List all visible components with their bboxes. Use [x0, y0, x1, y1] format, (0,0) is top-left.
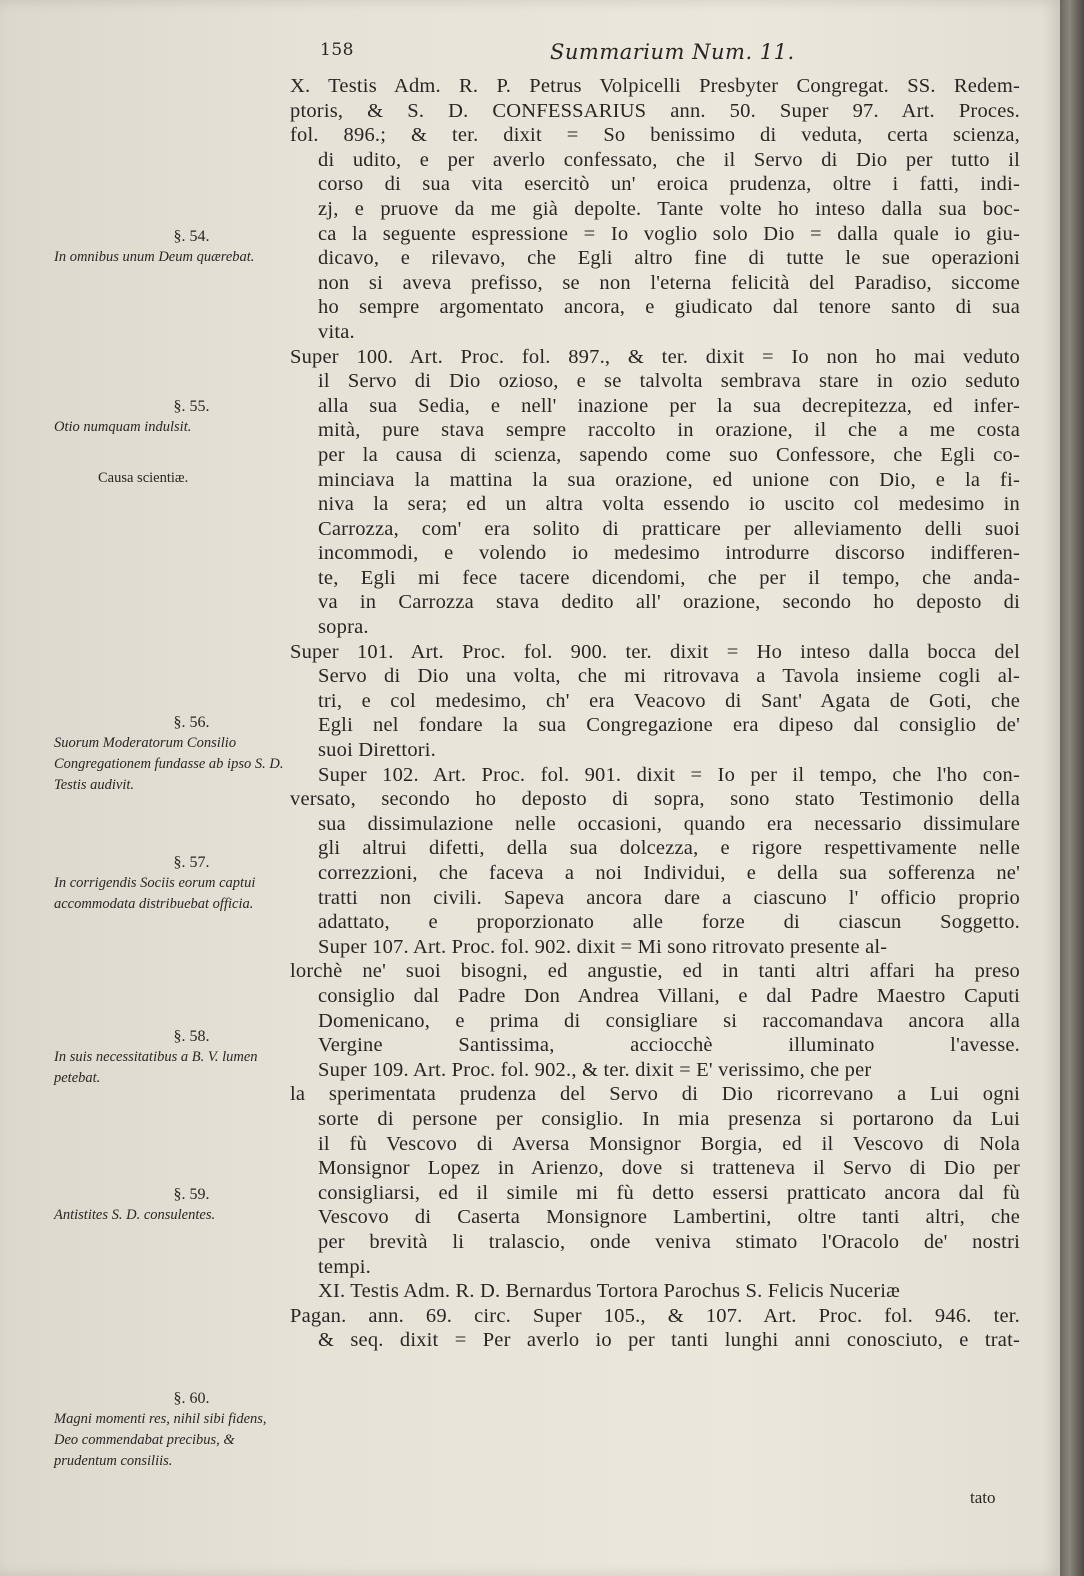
text-line: Super 107. Art. Proc. fol. 902. dixit = Mi sono ritrovato presente al-	[318, 935, 888, 958]
running-header	[320, 40, 1020, 72]
text-line: ho sempre argomentato ancora, e giudicato dal tenore santo di sua	[318, 296, 1020, 319]
section-number: §. 55.	[173, 398, 210, 415]
text-line: ca la seguente espressione = Io voglio solo Dio = dalla quale io giu-	[318, 222, 1020, 245]
text-line: il fù Vescovo di Aversa Monsignor Borgia, ed il Vescovo di Nola	[318, 1132, 1020, 1155]
text-line: suoi Direttori.	[318, 739, 437, 762]
margin-note-text: Antistites S. D. consulentes.	[54, 1207, 216, 1223]
text-line: versato, secondo ho deposto di sopra, sono stato Testimonio della	[290, 788, 1020, 811]
text-line: adattato, e proporzionato alle forze di ciascun Soggetto.	[318, 911, 1020, 934]
margin-note-59	[54, 1184, 289, 1226]
text-line: te, Egli mi fece tacere dicendomi, che per il tempo, che anda-	[318, 566, 1020, 589]
text-line: non si aveva prefisso, se non l'eterna felicità del Paradiso, siccome	[318, 271, 1020, 294]
text-line: Super 100. Art. Proc. fol. 897., & ter. dixit = Io non ho mai veduto	[290, 345, 1020, 368]
text-line: correzzioni, che faceva a noi Individui, e della sua sofferenza ne'	[318, 862, 1020, 884]
margin-note-56	[54, 712, 289, 796]
text-line: Super 109. Art. Proc. fol. 902., & ter. dixit = E' verissimo, che per	[318, 1058, 872, 1081]
text-line: dicavo, e rilevavo, che Egli altro fine di tutte le sue operazioni	[318, 247, 1020, 270]
text-line: vita.	[318, 320, 355, 343]
margin-note-60	[54, 1388, 289, 1472]
page-edge	[1060, 0, 1084, 1576]
margin-note-54	[54, 226, 289, 268]
text-line: la sperimentata prudenza del Servo di Dio ricorrevano a Lui ogni	[290, 1083, 1020, 1106]
text-line: consigliarsi, ed il simile mi fù detto essersi pratticato ancora dal fù	[318, 1181, 1020, 1204]
text-line: sopra.	[318, 616, 369, 639]
text-line: minciava la mattina la sua orazione, ed unione con Dio, e la fi-	[318, 468, 1020, 491]
margin-note-text: In suis necessitatibus a B. V. lumen petebat.	[54, 1049, 258, 1086]
running-title: Summarium Num. 11.	[550, 40, 795, 64]
section-number: §. 56.	[173, 714, 210, 731]
body-text	[290, 74, 1020, 1353]
text-line: gli altrui difetti, della sua dolcezza, e rigore respettivamente nelle	[318, 837, 1020, 860]
text-line: per brevità li tralascio, onde veniva stimato l'Oracolo de' nostri	[318, 1230, 1020, 1253]
margin-note-text: In corrigendis Sociis eorum captui accommodata distribuebat officia.	[54, 875, 256, 912]
margin-note-text: Otio numquam indulsit.	[54, 419, 192, 435]
text-line: X. Testis Adm. R. P. Petrus Volpicelli Presbyter Congregat. SS. Redem-	[290, 75, 1020, 97]
text-line: sua dissimulazione nelle occasioni, quando era necessario dissimulare	[318, 812, 1020, 835]
text-line: Servo di Dio una volta, che mi ritrovava a Tavola insieme cogli al-	[318, 665, 1020, 688]
section-number: §. 59.	[173, 1186, 210, 1203]
text-line: tri, e col medesimo, ch' era Veacovo di Sant' Agata de Goti, che	[318, 689, 1020, 712]
text-line: tratti non civili. Sapeva ancora dare a ciascuno l' officio proprio	[318, 886, 1020, 909]
text-line: incommodi, e volendo io medesimo introdurre discorso indifferen-	[318, 542, 1020, 565]
section-number: §. 60.	[173, 1390, 210, 1407]
margin-note-text: In omnibus unum Deum quærebat.	[54, 249, 255, 265]
text-line: ptoris, & S. D. CONFESSARIUS ann. 50. Super 97. Art. Proces.	[290, 99, 1020, 122]
text-line: Pagan. ann. 69. circ. Super 105., & 107. Art. Proc. fol. 946. ter.	[290, 1304, 1020, 1327]
text-line: & seq. dixit = Per averlo io per tanti lunghi anni conosciuto, e trat-	[318, 1329, 1020, 1352]
text-line: niva la sera; ed un altra volta essendo io uscito col medesimo in	[318, 493, 1020, 516]
text-line: Monsignor Lopez in Arienzo, dove si tratteneva il Servo di Dio per	[318, 1157, 1020, 1180]
text-line: il Servo di Dio ozioso, e se talvolta sembrava stare in ozio seduto	[318, 370, 1020, 393]
text-line: per la causa di scienza, sapendo come suo Confessore, che Egli co-	[318, 443, 1020, 466]
text-line: mità, pure stava sempre raccolto in orazione, il che a me costa	[318, 419, 1020, 442]
page-number: 158	[320, 40, 354, 60]
margin-note-55	[54, 396, 289, 438]
section-number: §. 58.	[173, 1028, 210, 1045]
text-line: zj, e pruove da me già depolte. Tante volte ho inteso dalla sua boc-	[318, 197, 1020, 220]
text-line: alla sua Sedia, e nell' inazione per la sua decrepitezza, ed infer-	[318, 394, 1020, 417]
text-line: sorte di persone per consiglio. In mia presenza si portarono da Lui	[318, 1107, 1020, 1130]
text-line: Super 101. Art. Proc. fol. 900. ter. dixit = Ho inteso dalla bocca del	[290, 640, 1020, 663]
text-line: lorchè ne' suoi bisogni, ed angustie, ed in tanti altri affari ha preso	[290, 960, 1020, 983]
text-line: Super 102. Art. Proc. fol. 901. dixit = Io per il tempo, che l'ho con-	[318, 763, 1020, 786]
text-line: Vescovo di Caserta Monsignore Lambertini, oltre tanti altri, che	[318, 1206, 1020, 1229]
text-line: va in Carrozza stava dedito all' orazione, secondo ho deposto di	[318, 591, 1020, 614]
text-line: di udito, e per averlo confessato, che il Servo di Dio per tutto il	[318, 148, 1020, 171]
text-line: consiglio dal Padre Don Andrea Villani, e dal Padre Maestro Caputi	[318, 984, 1020, 1007]
text-line: Domenicano, e prima di consigliare si raccomandava ancora alla	[318, 1009, 1020, 1032]
text-line: Carrozza, com' era solito di pratticare per alleviamento delli suoi	[318, 517, 1020, 540]
section-number: §. 57.	[173, 854, 210, 871]
text-line: XI. Testis Adm. R. D. Bernardus Tortora Parochus S. Felicis Nuceriæ	[318, 1280, 901, 1303]
margin-note-text: Causa scientiæ.	[98, 470, 189, 486]
section-number: §. 54.	[173, 228, 210, 245]
text-line: Vergine Santissima, acciocchè illuminato l'avesse.	[318, 1034, 1020, 1057]
margin-note-58	[54, 1026, 289, 1089]
margin-note-57	[54, 852, 289, 915]
text-line: Egli nel fondare la sua Congregazione era dipeso dal consiglio de'	[318, 714, 1020, 737]
catchword: tato	[970, 1488, 996, 1507]
text-line: fol. 896.; & ter. dixit = So benissimo di veduta, certa scienza,	[290, 124, 1020, 147]
text-line: tempi.	[318, 1255, 372, 1278]
margin-note-text: Suorum Moderatorum Consilio Congregationem fundasse ab ipso S. D. Testis audivit.	[54, 735, 284, 793]
margin-note-text: Magni momenti res, nihil sibi fidens, Deo commendabat precibus, & prudentum consiliis.	[54, 1411, 267, 1469]
text-line: corso di sua vita esercitò un' eroica prudenza, oltre i fatti, indi-	[318, 173, 1020, 196]
